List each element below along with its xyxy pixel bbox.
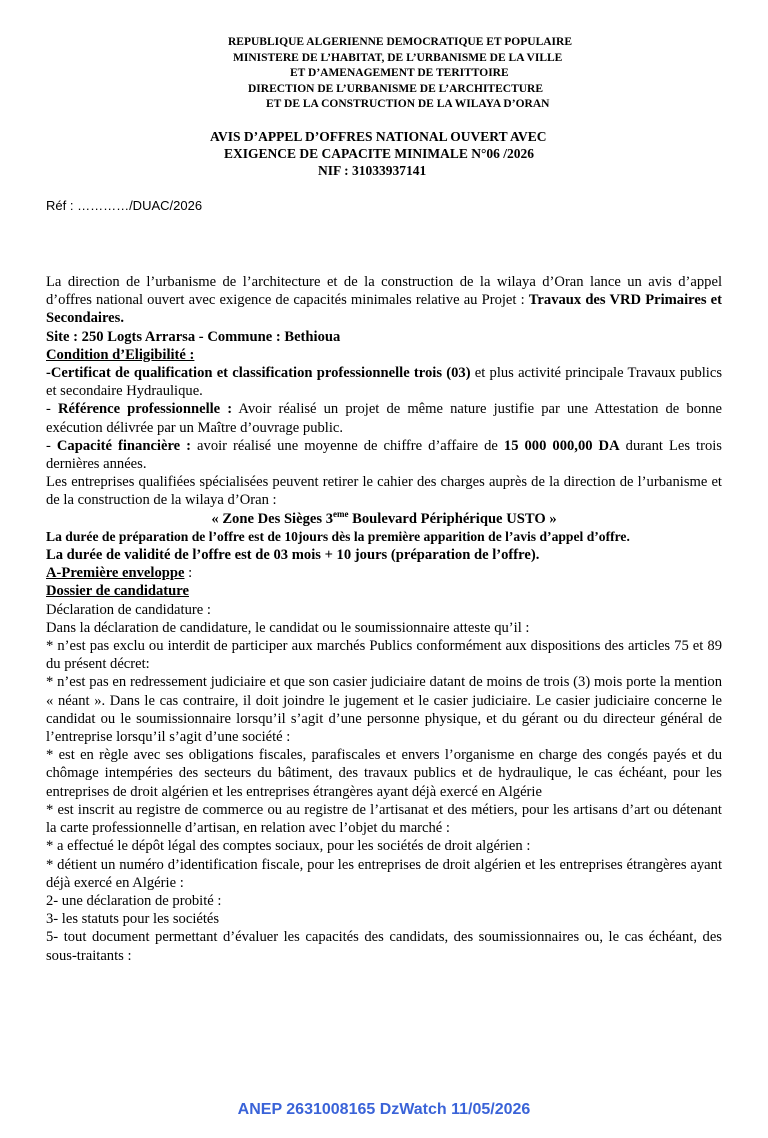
retrait-paragraph: Les entreprises qualifiées spécialisées peuvent retirer le cahier des charges auprès de la direction de l’urbanisme et de la construction de la wilaya d’Oran : bbox=[46, 474, 722, 509]
site-line: Site : 250 Logts Arrarsa - Commune : Bethioua bbox=[46, 328, 341, 345]
financial-label: Capacité financière : bbox=[56, 437, 192, 454]
header-line-1: REPUBLIQUE ALGERIENNE DEMOCRATIQUE ET POPULAIRE bbox=[228, 36, 572, 48]
capacity-documents-item: 5- tout document permettant d’évaluer les capacités des candidats, des soumissionnaires ou, le cas échéant, des sous-traitants : bbox=[46, 929, 722, 964]
address-pre: « Zone Des Sièges 3 bbox=[211, 510, 333, 527]
notice-title bbox=[0, 128, 768, 179]
validity-duration: La durée de validité de l’offre est de 03 mois + 10 jours (préparation de l’offre). bbox=[46, 547, 540, 564]
header-line-2: MINISTERE DE L’HABITAT, DE L’URBANISME DE LA VILLE bbox=[233, 51, 563, 64]
intro-paragraph bbox=[46, 273, 722, 328]
financial-amount: 15 000 000,00 DA bbox=[503, 437, 620, 454]
reference-number: Réf : …………/DUAC/2026 bbox=[46, 198, 203, 213]
preparation-duration: La durée de préparation de l’offre est de 10jours dès la première apparition de l’avis d’appel d’offre. bbox=[46, 528, 630, 544]
certificate-label: -Certificat de qualification et classification professionnelle trois (03) bbox=[46, 365, 471, 382]
declaration-item: * n’est pas exclu ou interdit de participer aux marchés Publics conformément aux dispositions des articles 75 et 89 du présent décret: bbox=[46, 638, 722, 673]
certificate-text: et plus activité principale Travaux publics et secondaire Hydraulique. bbox=[46, 365, 723, 400]
address-sup: eme bbox=[333, 508, 349, 519]
ministry-header bbox=[0, 35, 768, 113]
financial-text-2: durant Les trois dernières années. bbox=[46, 437, 722, 473]
project-name: Travaux des VRD Primaires et Secondaires. bbox=[46, 292, 722, 327]
declaration-item: * est inscrit au registre de commerce ou au registre de l’artisanat et des métiers, pour les artisans d’art ou détenant la carte professionnelle d’artisan, en relation avec l’objet du marché : bbox=[46, 801, 722, 837]
address-post: Boulevard Périphérique USTO » bbox=[348, 510, 557, 527]
publication-watermark: ANEP 2631008165 DzWatch 11/05/2026 bbox=[237, 1101, 531, 1118]
envelope-heading-line bbox=[46, 564, 722, 582]
financial-text-1: avoir réalisé une moyenne de chiffre d’affaire de bbox=[191, 437, 504, 454]
statutes-item: 3- les statuts pour les sociétés bbox=[46, 911, 220, 928]
header-line-3: ET D’AMENAGEMENT DE TERITTOIRE bbox=[290, 67, 509, 79]
envelope-heading-suffix: : bbox=[184, 565, 193, 582]
reference-label: Référence professionnelle : bbox=[57, 401, 233, 418]
declaration-item: * a effectué le dépôt légal des comptes sociaux, pour les sociétés de droit algérien : bbox=[46, 838, 531, 855]
declaration-item: * n’est pas en redressement judiciaire et que son casier judiciaire datant de moins de trois (3) mois porte la mention « néant ». Dans le cas contraire, il doit joindre le jugement et le casier judiciaire. Le casier judiciaire concerne le candidat ou le soumissionnaire lorsqu’il s’agit d’une personne physique, et du gérant ou du directeur général de l’entreprise lorsqu’il s’agit d’une société : bbox=[46, 674, 722, 746]
financial-condition: - Capacité financière : avoir réalisé une moyenne de chiffre d’affaire de 15 000 000,00 DA durant Les trois dernières années. bbox=[46, 437, 722, 473]
notice-body bbox=[46, 273, 722, 965]
dossier-heading: Dossier de candidature bbox=[46, 583, 189, 600]
title-line-2: EXIGENCE DE CAPACITE MINIMALE N°06 /2026 bbox=[224, 146, 535, 161]
probity-item: 2- une déclaration de probité : bbox=[46, 892, 222, 909]
nif-line: NIF : 31033937141 bbox=[318, 163, 427, 178]
header-line-4: DIRECTION DE L’URBANISME DE L’ARCHITECTURE bbox=[248, 82, 544, 95]
declaration-intro: Dans la déclaration de candidature, le candidat ou le soumissionnaire atteste qu’il : bbox=[46, 619, 530, 636]
reference-text: Avoir réalisé un projet de même nature justifie par une Attestation de bonne exécution délivrée par un Maître d’ouvrage public. bbox=[46, 401, 723, 436]
intro-text: La direction de l’urbanisme de l’architecture et de la construction de la wilaya d’Oran lance un avis d’appel d’offres national ouvert avec exigence de capacités minimales relative au Projet : bbox=[46, 274, 722, 309]
title-line-1: AVIS D’APPEL D’OFFRES NATIONAL OUVERT AVEC bbox=[210, 129, 547, 144]
declaration-item: * est en règle avec ses obligations fiscales, parafiscales et envers l’organisme en charge des congés payés et du chômage intempéries des secteurs du bâtiment, des travaux publics et de hydraulique, le cas échéant, pour les entreprises de droit algérien et les entreprises étrangères ayant déjà exercé en Algérie bbox=[46, 747, 722, 800]
header-line-5: ET DE LA CONSTRUCTION DE LA WILAYA D’ORAN bbox=[266, 98, 550, 110]
eligibility-heading: Condition d’Eligibilité : bbox=[46, 346, 195, 363]
certificate-condition bbox=[46, 364, 722, 400]
declaration-item: * détient un numéro d’identification fiscale, pour les entreprises de droit algérien et les entreprises étrangères ayant déjà exercé en Algérie : bbox=[46, 856, 722, 891]
retrait-address bbox=[46, 510, 722, 528]
envelope-heading: A-Première enveloppe bbox=[46, 565, 185, 582]
reference-condition: - Référence professionnelle : Avoir réalisé un projet de même nature justifie par une Attestation de bonne exécution délivrée par un Maître d’ouvrage public. bbox=[46, 401, 723, 436]
declaration-title: Déclaration de candidature : bbox=[46, 601, 211, 618]
